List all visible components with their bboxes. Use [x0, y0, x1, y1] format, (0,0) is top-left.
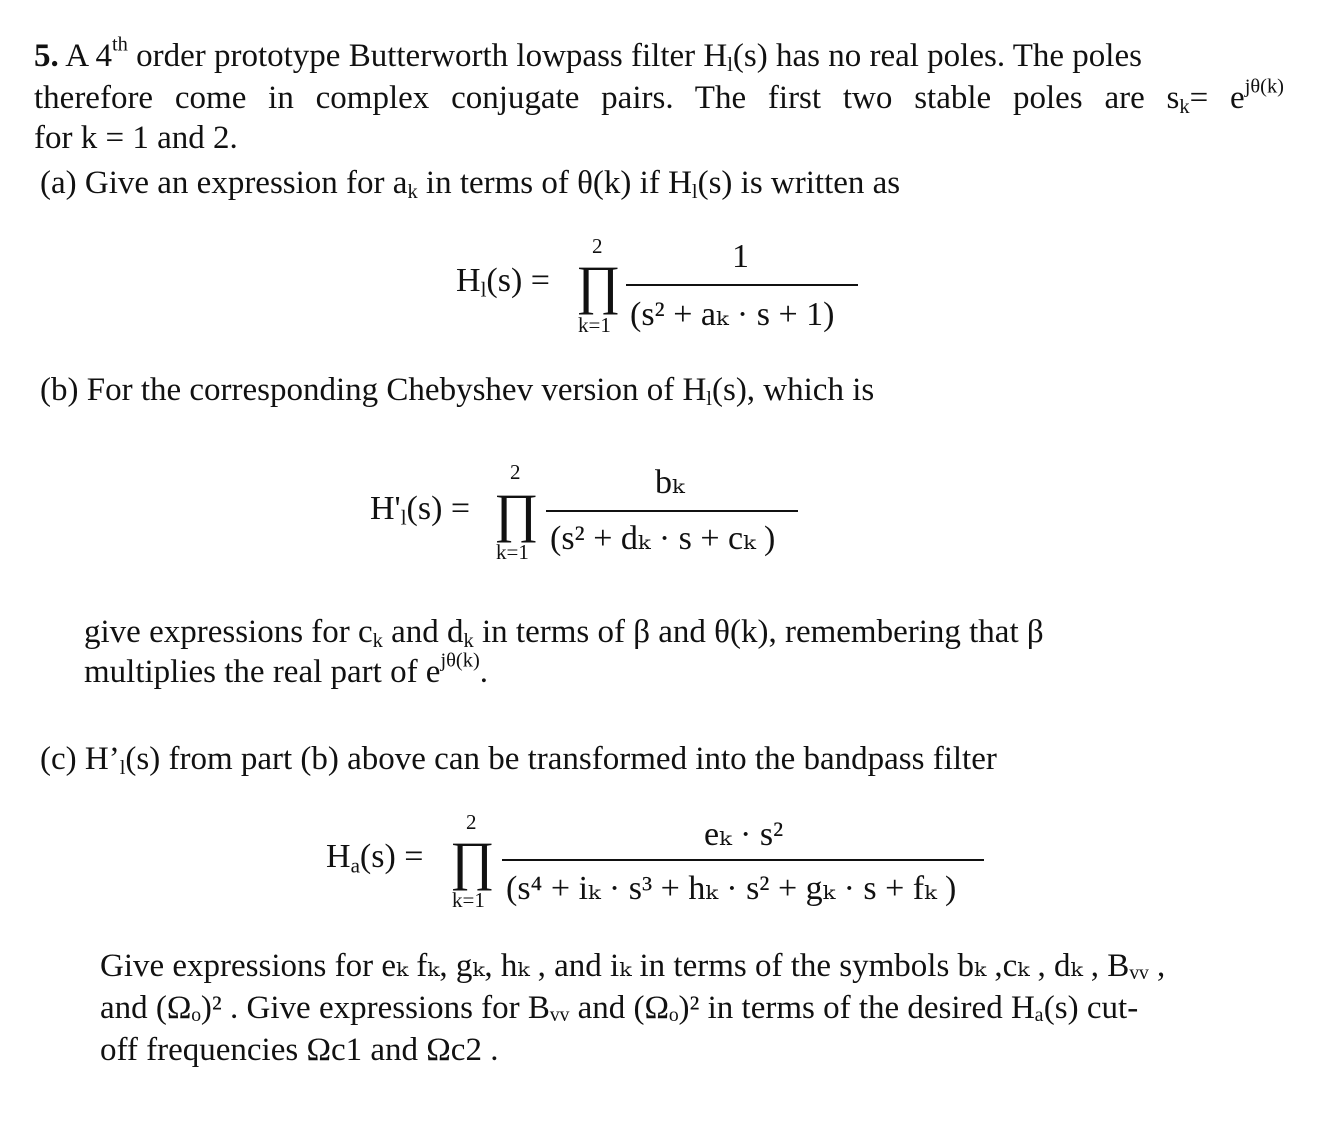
- part-b-question: (b) For the corresponding Chebyshev version of $H_l(s)$, which is: [40, 372, 875, 411]
- part-c-instructions-line-3: off frequencies Ωc1 and Ωc2 .: [100, 1032, 499, 1068]
- product-symbol: ∏: [450, 831, 495, 891]
- product-symbol: ∏: [576, 255, 621, 315]
- part-b-instructions-line-2: multiplies the real part of $e^{j\theta(k)}$.: [84, 649, 489, 690]
- eq-c-fraction-bar: [502, 859, 984, 861]
- problem-intro-line-2: therefore come in complex conjugate pairs. The first two stable poles are $s_k= e^{j\theta(k)}$: [34, 75, 1284, 119]
- eq-b-prod-upper: 2: [510, 460, 521, 484]
- eq-a-prod-upper: 2: [592, 234, 603, 258]
- eq-c-numerator: eₖ · s²: [704, 816, 784, 853]
- eq-a-prod-lower: k=1: [578, 313, 611, 337]
- eq-c-prod-upper: 2: [466, 810, 477, 834]
- eq-b-lhs: $H'_l(s)$ =: [370, 490, 471, 530]
- eq-a-fraction-bar: [626, 284, 858, 286]
- eq-a-denominator: (s² + aₖ · s + 1): [630, 296, 835, 333]
- part-a-question: (a) Give an expression for $a_k$ in terms of θ(k) if $H_l(s)$ is written as: [40, 165, 901, 204]
- eq-b-numerator: bₖ: [655, 464, 685, 501]
- part-c-instructions-line-2: and (Ωₒ)² . Give expressions for Bᵥᵥ and (Ωₒ)² in terms of the desired Hₐ(s) cut-: [100, 990, 1139, 1026]
- problem-number: 5.: [34, 38, 59, 74]
- part-b-instructions-line-1: give expressions for $c_k$ and $d_k$ in terms of β and θ(k), remembering that β: [84, 614, 1044, 653]
- eq-b-fraction-bar: [546, 510, 798, 512]
- eq-b-prod-lower: k=1: [496, 540, 529, 564]
- problem-intro-line-3: for k = 1 and 2.: [34, 120, 238, 156]
- eq-c-denominator: (s⁴ + iₖ · s³ + hₖ · s² + gₖ · s + fₖ ): [506, 870, 957, 907]
- part-c-instructions-line-1: Give expressions for eₖ fₖ, gₖ, hₖ , and iₖ in terms of the symbols bₖ ,cₖ , dₖ , Bᵥᵥ ,: [100, 948, 1166, 984]
- product-symbol: ∏: [494, 483, 539, 543]
- eq-b-denominator: (s² + dₖ · s + cₖ ): [550, 520, 776, 557]
- part-c-question: (c) $H’_l(s)$ from part (b) above can be transformed into the bandpass filter: [40, 741, 997, 780]
- eq-c-prod-lower: k=1: [452, 888, 485, 912]
- eq-a-numerator: 1: [732, 238, 749, 275]
- eq-c-lhs: $H_a(s)$ =: [326, 838, 424, 878]
- eq-a-lhs: $H_l(s)$ =: [456, 262, 550, 302]
- problem-intro-line-1: 5. A 4th order prototype Butterworth lowpass filter $H_l(s)$ has no real poles. The poles: [34, 33, 1142, 77]
